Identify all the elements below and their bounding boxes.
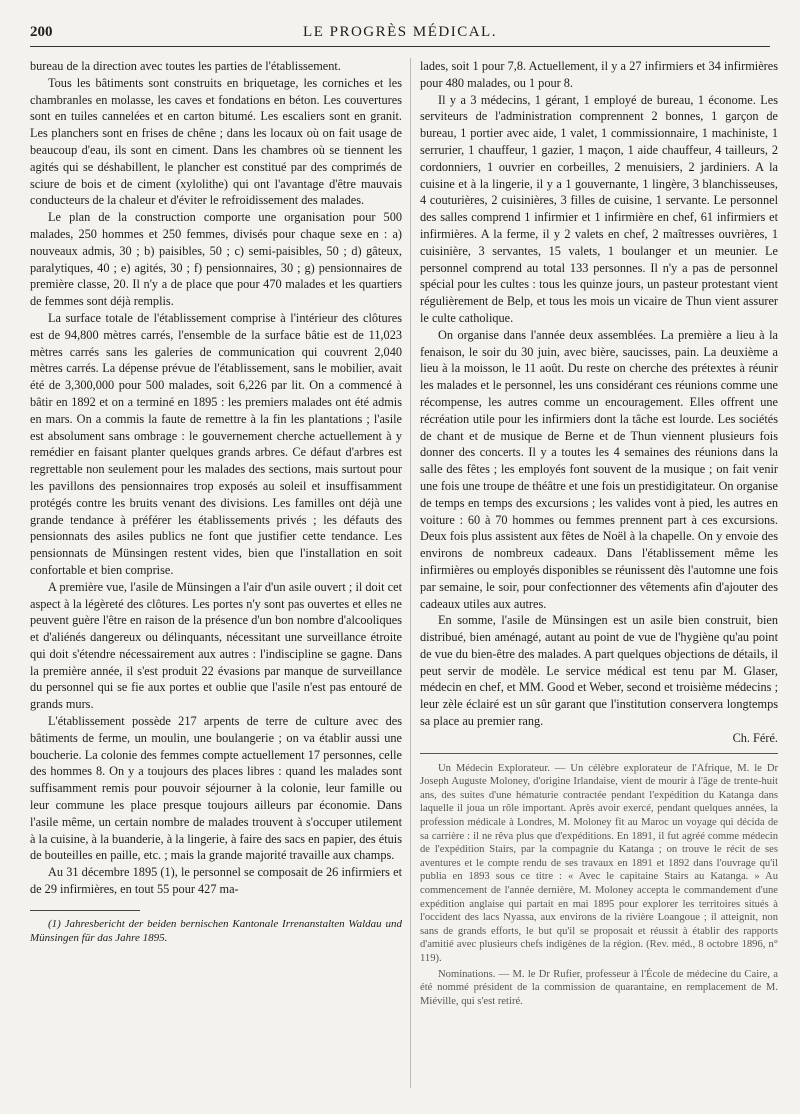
page-number: 200: [30, 24, 53, 40]
paragraph: lades, soit 1 pour 7,8. Actuellement, il y a 27 infirmiers et 34 infirmières pour 480 malades, ou 1 pour 8.: [420, 59, 778, 90]
page-header: [30, 22, 770, 47]
paragraph: Il y a 3 médecins, 1 gérant, 1 employé de bureau, 1 économe. Les serviteurs de l'administration comprennent 2 bonnes, 1 garçon de bureau, 1 portier avec aide, 1 valet, 1 commissionnaire, 1 machiniste, 1 serrurier, 1 chauffeur, 1 gazier, 1 maçon, 1 aide chauffeur, 4 tailleurs, 2 cordonniers, 1 ouvrier en corbeilles, 2 menuisiers, 2 jardiniers. A la cuisine et à la lingerie, il y a 1 gouvernante, 1 lingère, 3 blanchisseuses, 4 couturières, 2 cuisinières, 3 filles de cuisine, 1 servante. Le personnel des salles comprend 1 infirmier et 1 infirmière en chef, 61 infirmiers et infirmières. A la ferme, il y 2 valets en chef, 2 maîtresses ouvrières, 1 cuisinière, 3 servantes, 15 valets, 1 boulanger et un meunier. Le personnel comprend au total 133 personnes. Il n'y a pas de personnel spécial pour les cultes : tous les quinze jours, un pasteur protestant vient régulièrement de Belp, et tous les mois un vicaire de Thun vient assurer le culte catholique.: [420, 92, 778, 325]
section-separator: [420, 753, 778, 754]
paragraph: bureau de la direction avec toutes les parties de l'établissement.: [30, 59, 341, 73]
paragraph: En somme, l'asile de Münsingen est un asile bien construit, bien distribué, bien aménagé, autant au point de vue de l'hygiène qu'au point de vue du bien-être des malades. A part quelques objections de détails, il peut servir de modèle. Le service médical est tenu par M. Glaser, médecin en chef, et MM. Good et Weber, second et troisième médecins ; leur zèle éclairé est un sûr garant que l'institution conservera longtemps sa place au premier rang.: [420, 613, 778, 729]
paragraph: A première vue, l'asile de Münsingen a l'air d'un asile ouvert ; il doit cet aspect à la légèreté des clôtures. Les portes n'y sont pas ouvertes et elles ne peuvent guère l'être en raison de la présence d'un bon nombre d'alcooliques et d'aliénés dangereux ou délinquants, nécessitant une surveillance étroite qui doit s'étendre nécessairement aux autres : l'indiscipline se gagne. Dans la première année, il s'est produit 22 évasions par manque de surveillance du personnel qui se fie aux portes et oublie que l'asile n'est pas entouré de grands murs.: [30, 579, 402, 712]
footnote: (1) Jahresbericht der beiden bernischen Kantonale Irrenanstalten Waldau und Münsingen für das Jahre 1895.: [30, 917, 402, 944]
right-column: [420, 58, 778, 1008]
left-column: [30, 58, 402, 945]
paragraph: Au 31 décembre 1895 (1), le personnel se composait de 26 infirmiers et de 29 infirmières, en tout 55 pour 427 ma-: [30, 865, 402, 897]
paragraph: La surface totale de l'établissement comprise à l'intérieur des clôtures est de 94,800 mètres carrés, l'ensemble de la surface bâtie est de 11,023 mètres carrés sans les galeries de communication qui couvrent 2,040 mètres carrés. La dépense prévue de l'établissement, sans le mobilier, avait été de 3,300,000 pour 500 malades, soit 6,226 par lit. On a commencé à bâtir en 1892 et on a terminé en 1895 : les premiers malades ont été admis en mars. On a commis la faute de remettre à la fin les plantations ; l'asile est absolument sans ombrage : le gouvernement cherche actuellement à y remédier en faisant planter quelques grands arbres. Ce défaut d'arbres est regrettable non seulement pour les malades des sections, mais surtout pour les pavillons des pensionnaires trop exposés au soleil et insuffisamment protégés contre les bruits venant des divisions. Les familles ont déjà une grande tendance à préférer les établissements privés ; les défauts des pensionnats des asiles publics ne font que justifier cette tendance. Les pensionnats de Münsingen restent vides, bien que l'installation en soit confortable et bien comprise.: [30, 310, 402, 577]
column-divider: [410, 58, 411, 1088]
footnote-rule: [30, 910, 140, 911]
paragraph: Tous les bâtiments sont construits en briquetage, les corniches et les chambranles en molasse, les caves et fondations en béton. Les couvertures sont en tuiles cannelées et en carton bitumé. Les escaliers sont en granit. Les planchers sont en frises de chêne ; dans les locaux où on fait usage de beaucoup d'eau, ils sont en ciment. Dans les chambres où se tiennent les agités qui se déshabillent, le plancher est constitué par des comprimés de sciure de bois et de ciment (xylolithe) qui ont l'avantage d'être mauvais conducteurs de la chaleur et d'éviter le refroidissement des malades.: [30, 75, 402, 208]
paragraph: On organise dans l'année deux assemblées. La première a lieu à la fenaison, le soir du 30 juin, avec bière, saucisses, pain. La deuxième a lieu à la moisson, le 11 août. Du reste on cherche des prétextes à réunir les malades et le personnel, les uns considérant ces réunions comme une récompense, les autres comme un encouragement. Elles offrent une récréation utile pour les infirmiers dont la tâche est lourde. Les sociétés de chant et de musique de Berne et de Thun viennent plusieurs fois donner des concerts. Il y a toutes les 4 semaines des réunions dans la salle des fêtes ; les employés font souvent de la musique ; on fait venir une fois une troupe de théâtre et une fois un prestidigitateur. On organise de temps en temps des excursions ; les valides vont à pied, les autres en voiture : 60 à 70 hommes ou femmes prennent part à ces excursions. Deux fois plus assistent aux fêtes de Noël à la chapelle. On y envoie des environs de nombreux cadeaux. Dans l'établissement même les infirmières ou employés disponibles se réunissent dès l'automne une fois par semaine, le soir, pour confectionner des vêtements afin d'ajouter des cadeaux utiles aux autres.: [420, 327, 778, 611]
author-signature: Ch. Féré.: [732, 730, 778, 745]
journal-title: LE PROGRÈS MÉDICAL.: [303, 24, 497, 40]
news-item: Un Médecin Explorateur. — Un célèbre explorateur de l'Afrique, M. le Dr Joseph Auguste Moloney, d'origine Irlandaise, vient de mourir à l'âge de trente-huit ans, des suites d'une hématurie contractée pendant l'expédition du Katanga dans laquelle il joua un rôle important. Après avoir exercé, pendant quelques années, la profession médicale à Londres, M. Moloney fit au Maroc un voyage qui décida de sa carrière : il ne rêva plus que d'expéditions. En 1891, il fut agréé comme médecin de l'expédition Stairs, par la compagnie du Katanga ; on trouve le récit de ses aventures et le compte rendu de ses travaux en 1891 et 1892 dans l'ouvrage qu'il publia en 1893 sous ce titre : « Avec le capitaine Stairs au Katanga. » Au commencement de l'année dernière, M. Moloney accepta le commandement d'une expédition anglaise qui partait en mai 1895 pour explorer les territoires situés à l'occident des lacs Nyassa, aux environs de la rivière Loangoue ; il atteignit, non sans de grands efforts, le but qu'il se proposait et réussit à établir des rapports d'amitié avec plusieurs chefs indigènes de la région. (Rev. méd., 8 octobre 1896, n° 119).: [420, 762, 778, 964]
paragraph: Le plan de la construction comporte une organisation pour 500 malades, 250 hommes et 250 femmes, divisés pour chaque sexe en : a) nouveaux admis, 30 ; b) paisibles, 50 ; c) semi-paisibles, 50 ; d) gâteux, paralytiques, 40 ; e) agités, 30 ; f) pensionnaires, 30 ; g) pensionnaires de première classe, 20. Il n'y a de place que pour 470 malades et les quartiers de femmes sont déjà remplis.: [30, 210, 402, 309]
news-item: Nominations. — M. le Dr Rufier, professeur à l'École de médecine du Caire, a été nommé président de la commission de quarantaine, en remplacement de M. Miéville, qui s'est retiré.: [420, 968, 778, 1007]
paragraph: L'établissement possède 217 arpents de terre de culture avec des bâtiments de ferme, un moulin, une boulangerie ; on va établir aussi une boucherie. La colonie des femmes compte actuellement 17 personnes, celle des hommes 8. On y a toujours des places libres : quand les malades sont suffisamment remis pour pouvoir séjourner à la colonie, leur famille ou leur commune les place presque toujours ailleurs par économie. Dans l'asile même, un certain nombre de malades trouvent à s'occuper utilement à la cuisine, à la buanderie, à la lingerie, à faire des sacs en papier, des étuis de bouteilles en paille, etc. ; mais la grande majorité travaille aux champs.: [30, 714, 402, 863]
